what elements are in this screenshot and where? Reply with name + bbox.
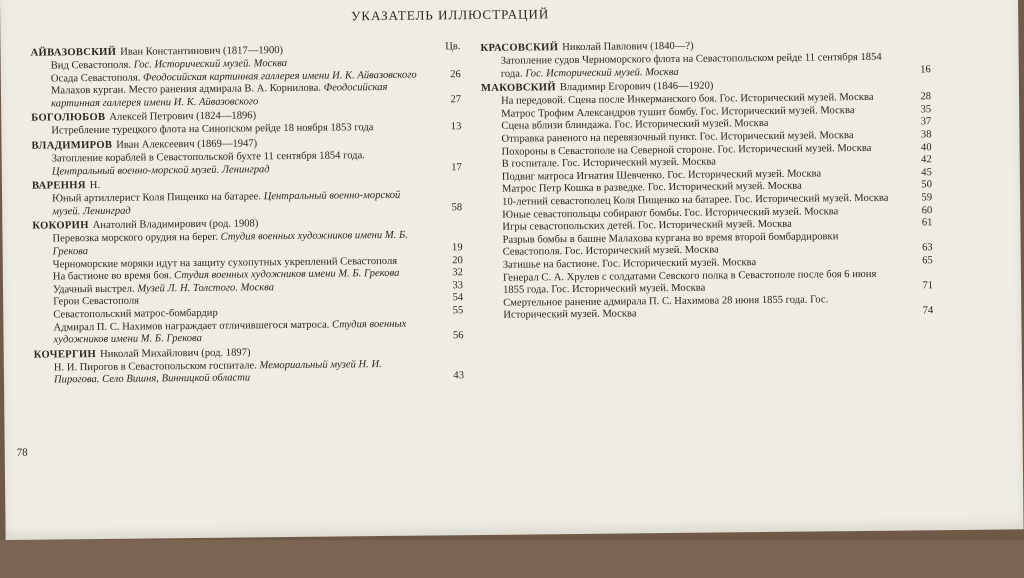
artist-dates: Алексей Петрович (1824—1896) — [109, 110, 257, 124]
entry-page: 20 — [452, 254, 463, 266]
entry-title: Игры севастопольских детей. Гос. Исторический музей. Москва — [502, 218, 792, 233]
artist-name: ВАРЕННЯ — [31, 180, 86, 192]
entry-page: 54 — [452, 292, 464, 304]
entry-title: Затишье на бастионе. Гос. Исторический музей. Москва — [502, 257, 757, 271]
page-number: 78 — [16, 446, 28, 459]
illustration-entry — [32, 189, 462, 219]
entry-page: 71 — [922, 280, 934, 292]
entry-page: 55 — [452, 305, 464, 317]
left-column — [30, 41, 464, 387]
entry-page: 27 — [450, 93, 462, 106]
artist-dates: Иван Константинович (1817—1900) — [120, 45, 284, 58]
entry-source: Студия военных художников имени М. Б. Грекова — [53, 318, 407, 346]
artist-dates: Николай Павлович (1840—?) — [562, 40, 694, 54]
entry-page: 58 — [451, 201, 463, 214]
entry-title: Черноморские моряки идут на защиту сухопутных укреплений Севастополя — [52, 255, 398, 270]
entry-source: Студия военных художников имени М. Б. Грекова — [174, 267, 400, 282]
entry-source: Центральный военно-морской музей. Ленинград — [52, 189, 401, 218]
entry-title: На передовой. Сцена после Инкерманского боя. Гос. Исторический музей. Москва — [501, 92, 874, 107]
entry-page: 42 — [921, 154, 932, 166]
entry-title: Вид Севастополя. — [50, 59, 132, 72]
entry-title: Генерал С. А. Хрулев с солдатами Севского полка в Севастополе после боя 6 июня 1855 года. Гос. Исторический музей. Москва — [502, 268, 877, 296]
entry-page: 63 — [921, 242, 933, 254]
entry-page: 43 — [453, 370, 465, 382]
entry-page: 65 — [922, 255, 933, 267]
entry-title: Сцена вблизи блиндажа. Гос. Исторический музей. Москва — [501, 118, 769, 133]
entry-source: Феодосийская картинная галлерея имени И. К. Айвазовского — [51, 82, 388, 110]
entry-page: 16 — [920, 63, 931, 75]
entry-title: Разрыв бомбы в башне Малахова кургана во время второй бомбардировки Севастополя. Гос. Исторический музей. Москва — [502, 230, 839, 259]
entry-title: Удачный выстрел. — [52, 283, 135, 296]
entry-title: На бастионе во время боя. — [52, 270, 172, 283]
color-column-label: Цв. — [445, 41, 461, 53]
illustration-entry — [481, 51, 931, 81]
entry-title: Перевозка морского орудия на берег. — [52, 232, 219, 245]
entry-title: Осада Севастополя. — [50, 72, 141, 85]
entry-title: Малахов курган. Место ранения адмирала В. А. Корнилова. — [50, 82, 322, 97]
entry-title: Адмирал П. С. Нахимов награждает отличившегося матроса. — [53, 319, 330, 333]
entry-title: Юные севастопольцы собирают бомбы. Гос. Исторический музей. Москва — [502, 205, 839, 221]
entry-page: 59 — [921, 192, 933, 204]
entry-title: Похороны в Севастополе на Северной стороне. Гос. Исторический музей. Москва — [501, 142, 872, 158]
entry-title: Подвиг матроса Игнатия Шевченко. Гос. Исторический музей. Москва — [501, 168, 822, 183]
artist-name: КРАСОВСКИЙ — [480, 42, 559, 54]
artist-dates: Иван Алексеевич (1869—1947) — [116, 138, 258, 151]
entry-page: 19 — [451, 242, 463, 254]
right-column — [480, 36, 933, 323]
entry-title: Матрос Трофим Александров тушит бомбу. Гос. Исторический музей. Москва — [501, 104, 855, 120]
entry-source: Музей Л. Н. Толстого. Москва — [137, 281, 275, 295]
entry-source: Студия военных художников имени М. Б. Грекова — [52, 230, 408, 258]
entry-page: 32 — [452, 267, 463, 279]
entry-page: 35 — [920, 104, 932, 116]
entry-title: Смертельное ранение адмирала П. С. Нахимова 28 июня 1855 года. Гос. Исторический музей. Москва — [503, 294, 829, 322]
artist-name: ВЛАДИМИРОВ — [31, 139, 113, 152]
artist-dates: Анатолий Владимирович (род. 1908) — [92, 218, 259, 232]
entry-page: 45 — [921, 167, 932, 179]
illustration-entry — [483, 293, 933, 323]
entry-page: 33 — [452, 279, 464, 291]
entry-page: 40 — [920, 141, 932, 153]
artist-dates: Николай Михайлович (род. 1897) — [99, 347, 251, 360]
entry-page: 13 — [450, 121, 462, 133]
entry-source: Мемориальный музей Н. И. Пирогова. Село Вишня, Винницкой области — [53, 358, 382, 386]
entry-title: В госпитале. Гос. Исторический музей. Москва — [501, 156, 717, 170]
entry-page: 61 — [921, 217, 933, 229]
illustration-entry — [34, 358, 464, 388]
artist-name: КОКОРИН — [32, 220, 89, 233]
entry-page: 74 — [922, 305, 934, 317]
entry-source: Гос. Исторический музей. Москва — [133, 57, 288, 71]
entry-page: 56 — [452, 330, 464, 342]
artist-dates: Н. — [89, 180, 101, 192]
entry-page: 50 — [921, 179, 933, 191]
entry-title: Отправка раненого на перевязочный пункт. Гос. Исторический музей. Москва — [501, 130, 854, 145]
entry-title: Матрос Петр Кошка в разведке. Гос. Исторический музей. Москва — [501, 180, 802, 196]
entry-page: 37 — [920, 116, 932, 128]
entry-title: Юный артиллерист Коля Пищенко на батарее. — [52, 191, 262, 205]
entry-title: Затопление судов Черноморского флота на Севастопольском рейде 11 сентября 1854 года. — [500, 51, 882, 80]
entry-title: Н. И. Пирогов в Севастопольском госпитале. — [53, 360, 257, 374]
entry-page: 60 — [921, 204, 933, 216]
illustration-entry — [33, 318, 463, 348]
entry-source: Феодосийская картинная галлерея имени И. К. Айвазовского — [142, 69, 417, 84]
entry-page: 28 — [920, 91, 932, 103]
entry-title: Затопление кораблей в Севастопольской бухте 11 сентября 1854 года. — [51, 150, 365, 165]
entry-title: 10-летний севастополец Коля Пищенко на батарее. Гос. Исторический музей. Москва — [502, 192, 889, 208]
entry-title: Севастопольский матрос-бомбардир — [53, 307, 218, 321]
artist-name: БОГОЛЮБОВ — [31, 112, 106, 125]
entry-source: Центральный военно-морской музей. Ленинград — [51, 163, 270, 178]
entry-page: 26 — [450, 68, 461, 80]
page-title: УКАЗАТЕЛЬ ИЛЛЮСТРАЦИЙ — [351, 6, 550, 24]
illustration-entry — [31, 81, 461, 111]
entry-page: 38 — [920, 129, 932, 141]
entry-source: Гос. Исторический музей. Москва — [525, 66, 679, 80]
artist-name: КОЧЕРГИН — [33, 348, 97, 361]
artist-name: АЙВАЗОВСКИЙ — [30, 46, 117, 59]
table-edge — [0, 540, 1024, 578]
entry-title: Истребление турецкого флота на Синопском рейде 18 ноября 1853 года — [51, 122, 374, 137]
illustration-entry — [32, 149, 462, 179]
entry-title: Герои Севастополя — [53, 295, 140, 308]
entry-page: 17 — [451, 161, 462, 173]
artist-name: МАКОВСКИЙ — [480, 82, 556, 95]
artist-dates: Владимир Егорович (1846—1920) — [559, 80, 714, 94]
